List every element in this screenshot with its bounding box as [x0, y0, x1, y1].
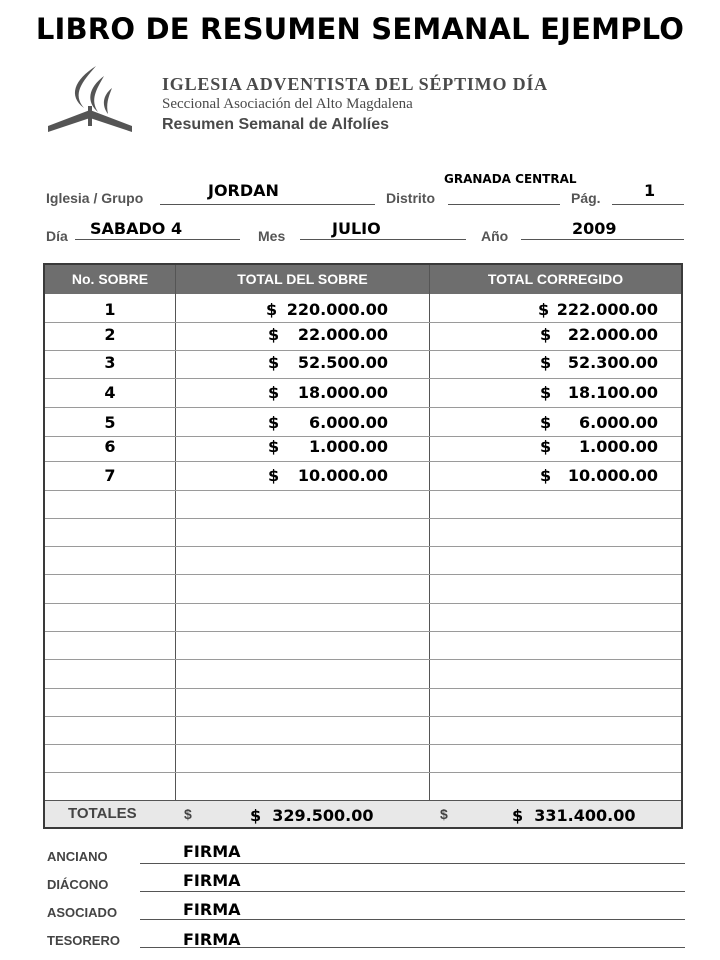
row-number: 6 — [104, 437, 116, 456]
row-number: 1 — [104, 300, 116, 319]
signature-label: DIÁCONO — [47, 877, 109, 892]
anio-value[interactable]: 2009 — [572, 219, 617, 238]
distrito-line — [448, 204, 560, 205]
pag-value[interactable]: 1 — [644, 181, 656, 200]
totals-total-del-sobre[interactable]: $ 329.500.00 — [250, 806, 374, 825]
dia-label: Día — [46, 228, 68, 244]
row-total-corregido[interactable]: $ 1.000.00 — [540, 437, 658, 456]
dia-line — [75, 239, 240, 240]
row-divider — [45, 350, 681, 351]
signature-label: ASOCIADO — [47, 905, 118, 920]
page-title: LIBRO DE RESUMEN SEMANAL EJEMPLO — [35, 12, 685, 46]
form-name: Resumen Semanal de Alfolíes — [162, 116, 390, 133]
totals-printed-currency: $ — [440, 806, 448, 822]
row-total-del-sobre[interactable]: $ 52.500.00 — [268, 353, 388, 372]
anio-label: Año — [481, 228, 509, 244]
iglesia-line — [160, 204, 375, 205]
mes-value[interactable]: JULIO — [332, 219, 381, 238]
org-subtitle: Seccional Asociación del Alto Magdalena — [162, 96, 413, 112]
totals-total-corregido[interactable]: $ 331.400.00 — [512, 806, 636, 825]
row-divider — [45, 378, 681, 379]
row-total-corregido[interactable]: $ 6.000.00 — [540, 413, 658, 432]
row-divider — [45, 490, 681, 491]
row-divider — [45, 772, 681, 773]
row-divider — [45, 518, 681, 519]
adventist-flame-bible-logo-icon — [44, 62, 136, 138]
row-total-corregido[interactable]: $ 18.100.00 — [540, 383, 658, 402]
row-total-del-sobre[interactable]: $ 18.000.00 — [268, 383, 388, 402]
totals-label: TOTALES — [68, 805, 137, 822]
mes-line — [300, 239, 466, 240]
row-divider — [45, 407, 681, 408]
row-number: 4 — [104, 383, 116, 402]
org-name: IGLESIA ADVENTISTA DEL SÉPTIMO DÍA — [162, 74, 548, 94]
iglesia-value[interactable]: JORDAN — [208, 181, 279, 200]
iglesia-label: Iglesia / Grupo — [46, 190, 144, 206]
signature-value[interactable]: FIRMA — [183, 871, 241, 890]
signature-line — [140, 891, 685, 892]
row-total-del-sobre[interactable]: $ 22.000.00 — [268, 325, 388, 344]
signature-label: ANCIANO — [47, 849, 108, 864]
signature-value[interactable]: FIRMA — [183, 930, 241, 949]
distrito-value[interactable]: GRANADA CENTRAL — [444, 172, 577, 186]
row-divider — [45, 659, 681, 660]
row-total-del-sobre[interactable]: $ 220.000.00 — [266, 300, 388, 319]
signature-value[interactable]: FIRMA — [183, 900, 241, 919]
row-divider — [45, 574, 681, 575]
header-total-corregido: TOTAL CORREGIDO — [487, 271, 624, 287]
header-no-sobre: No. SOBRE — [71, 271, 149, 287]
row-number: 5 — [104, 413, 116, 432]
header-total-sobre: TOTAL DEL SOBRE — [237, 271, 368, 287]
row-number: 3 — [104, 353, 116, 372]
pag-line — [612, 204, 684, 205]
row-number: 7 — [104, 466, 116, 485]
row-total-corregido[interactable]: $ 52.300.00 — [540, 353, 658, 372]
row-divider — [45, 461, 681, 462]
dia-value[interactable]: SABADO 4 — [90, 219, 183, 238]
distrito-label: Distrito — [386, 190, 435, 206]
row-divider — [45, 716, 681, 717]
signature-line — [140, 919, 685, 920]
row-total-del-sobre[interactable]: $ 10.000.00 — [268, 466, 388, 485]
row-divider — [45, 322, 681, 323]
signature-label: TESORERO — [47, 933, 120, 948]
totals-printed-currency: $ — [184, 806, 192, 822]
row-number: 2 — [104, 325, 116, 344]
signature-value[interactable]: FIRMA — [183, 842, 241, 861]
pag-label: Pág. — [571, 190, 601, 206]
signature-line — [140, 863, 685, 864]
row-divider — [45, 744, 681, 745]
totals-divider — [45, 800, 681, 801]
row-divider — [45, 546, 681, 547]
row-total-corregido[interactable]: $ 222.000.00 — [538, 300, 658, 319]
row-total-del-sobre[interactable]: $ 1.000.00 — [268, 437, 388, 456]
anio-line — [521, 239, 684, 240]
row-total-corregido[interactable]: $ 10.000.00 — [540, 466, 658, 485]
row-divider — [45, 603, 681, 604]
row-total-del-sobre[interactable]: $ 6.000.00 — [268, 413, 388, 432]
mes-label: Mes — [258, 228, 286, 244]
row-divider — [45, 631, 681, 632]
row-total-corregido[interactable]: $ 22.000.00 — [540, 325, 658, 344]
row-divider — [45, 688, 681, 689]
